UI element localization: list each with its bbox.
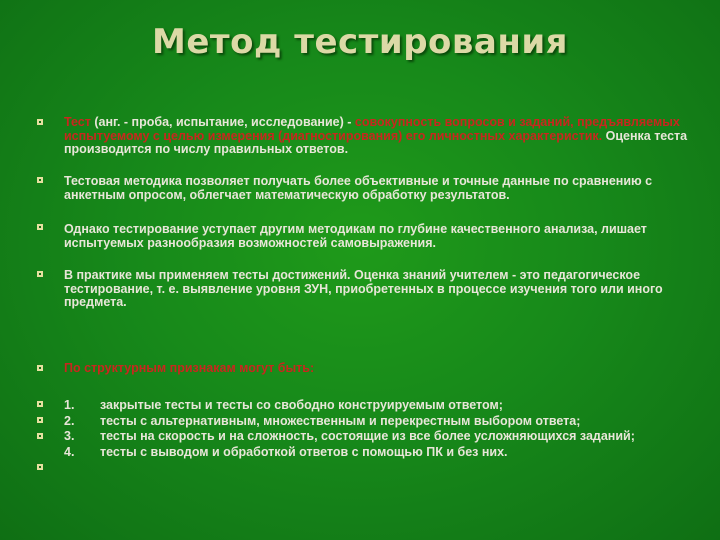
bullet-icon — [36, 364, 46, 374]
bullet-icon — [36, 118, 46, 128]
paragraph-test-definition — [64, 116, 694, 157]
paragraph-advantages: Тестовая методика позволяет получать более объективные и точные данные по сравнению с анкетным опросом, облегчает математическую обработку результатов. — [64, 174, 653, 202]
slide-title: Метод тестирования — [151, 22, 568, 62]
bullet-icon — [36, 463, 46, 473]
bullet-icon — [36, 176, 46, 186]
evaluation-note: Оценка теста производится по числу правильных ответов. — [64, 128, 688, 156]
term-test: Тест — [64, 115, 91, 129]
term-definition: совокупность вопросов и заданий, предъявляемых испытуемому с целью измерения (диагностирования) его личностных характеристик. — [64, 115, 680, 143]
bullet-icon — [36, 270, 46, 280]
bullet-icon — [36, 400, 46, 410]
bullet-icon — [36, 416, 46, 426]
structural-heading: По структурным признакам могут быть: — [64, 361, 315, 375]
term-translation: (анг. - проба, испытание, исследование) - — [90, 115, 355, 129]
test-types-list — [64, 398, 694, 460]
bullet-icon — [36, 223, 46, 233]
paragraph-disadvantages: Однако тестирование уступает другим методикам по глубине качественного анализа, лишает испытуемых разнообразия возможностей самовыражения. — [64, 222, 647, 250]
list-item: 4. тесты с выводом и обработкой ответов с помощью ПК и без них. — [64, 444, 508, 459]
paragraph-practice: В практике мы применяем тесты достижений. Оценка знаний учителем - это педагогическое тестирование, т. е. выявление уровня ЗУН, приобретенных в процессе изучения того или иного предмета. — [64, 268, 663, 309]
bullet-icon — [36, 432, 46, 442]
list-item: 1. закрытые тесты и тесты со свободно конструируемым ответом; — [64, 398, 503, 412]
list-item: 2. тесты с альтернативным, множественным и перекрестным выбором ответа; — [64, 413, 581, 428]
list-item: 3. тесты на скорость и на сложность, состоящие из все более усложняющихся заданий; — [64, 429, 635, 443]
